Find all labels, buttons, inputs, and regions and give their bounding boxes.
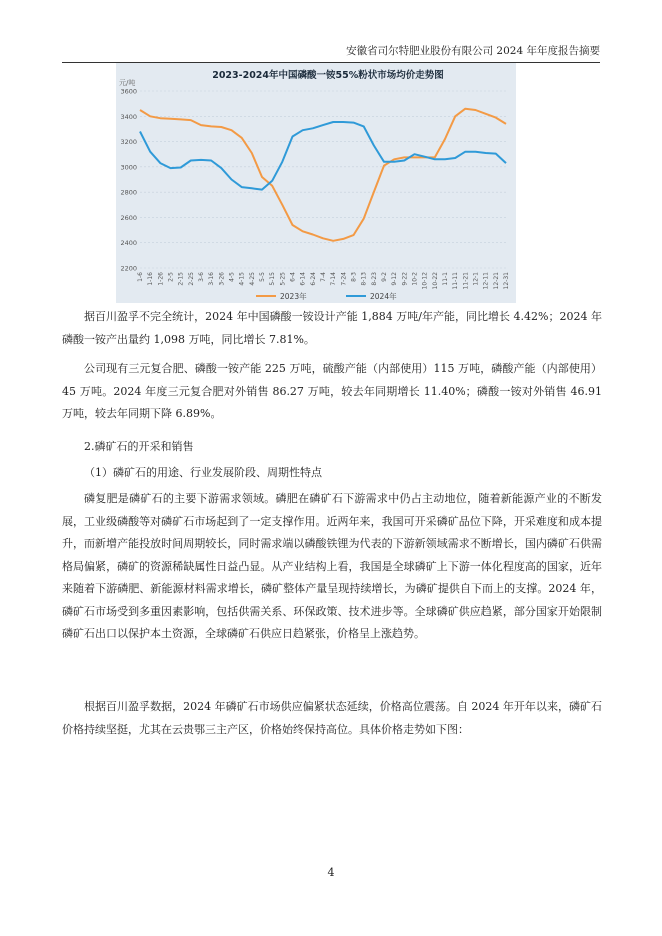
x-tick-label: 8-23 (370, 272, 378, 286)
x-tick-labels (137, 272, 510, 290)
series-line-1 (140, 122, 506, 190)
x-tick-label: 1-6 (137, 272, 144, 282)
x-tick-label: 4-5 (228, 272, 236, 282)
y-tick-label: 2400 (120, 239, 137, 248)
x-tick-label: 3-16 (208, 272, 216, 286)
x-tick-label: 9-2 (381, 272, 388, 282)
x-tick-label: 8-3 (350, 272, 358, 282)
x-tick-label: 10-2 (411, 272, 419, 286)
section-heading: 2.磷矿石的开采和销售 (84, 440, 194, 453)
y-tick-label: 3600 (120, 87, 137, 96)
y-tick-label: 2200 (120, 264, 137, 273)
x-tick-label: 4-25 (248, 272, 256, 286)
x-tick-label: 2-15 (177, 272, 185, 286)
y-axis-unit-label: 元/吨 (119, 79, 136, 87)
x-tick-label: 9-22 (401, 272, 409, 286)
x-tick-label: 7-4 (320, 272, 327, 282)
price-trend-chart (116, 63, 516, 303)
x-tick-label: 4-15 (238, 272, 246, 286)
y-tick-label: 3000 (120, 163, 137, 172)
paragraph-company-capacity: 公司现有三元复合肥、磷酸一铵产能 225 万吨，硫酸产能（内部使用）115 万吨，磷酸产能（内部使用）45 万吨。2024 年度三元复合肥对外销售 86.27 万吨，较去年同期增长 11.40%；磷酸一铵对外销售 46.91 万吨，较去年同期下降 6.89%。 (62, 362, 602, 420)
chart-legend (256, 291, 397, 301)
paragraph-price-trend: 根据百川盈孚数据，2024 年磷矿石市场供应偏紧状态延续，价格高位震荡。自 2024 年开年以来，磷矿石价格持续坚挺，尤其在云贵鄂三主产区，价格始终保持高位。具体价格走势如下图： (62, 700, 602, 736)
legend-2024-label: 2024年 (370, 292, 397, 301)
x-tick-label: 1-26 (157, 272, 165, 286)
x-tick-label: 5-15 (269, 272, 277, 286)
page-number: 4 (327, 866, 335, 879)
series-lines (140, 109, 506, 241)
subsection-heading: （1）磷矿石的用途、行业发展阶段、周期性特点 (84, 466, 322, 479)
legend-2023-label: 2023年 (280, 292, 307, 301)
page-header (62, 44, 600, 63)
x-tick-label: 5-5 (259, 272, 266, 282)
series-line-0 (140, 109, 506, 241)
x-tick-label: 11-21 (462, 272, 470, 290)
x-tick-label: 6-4 (289, 272, 297, 282)
x-tick-label: 9-12 (391, 272, 399, 286)
x-tick-label: 11-1 (442, 272, 449, 286)
y-tick-label: 2800 (120, 188, 137, 197)
x-tick-label: 12-31 (503, 272, 510, 290)
x-tick-label: 2-25 (187, 272, 195, 286)
x-tick-label: 7-24 (340, 272, 348, 286)
x-tick-label: 6-14 (299, 272, 307, 286)
x-tick-label: 3-6 (198, 272, 205, 282)
x-tick-label: 8-13 (360, 272, 368, 286)
y-tick-label: 3200 (120, 138, 137, 147)
x-tick-label: 6-24 (309, 272, 317, 286)
x-tick-label: 12-11 (482, 272, 490, 290)
x-tick-label: 7-14 (330, 272, 338, 286)
x-tick-label: 10-12 (421, 272, 429, 290)
chart-svg (116, 63, 516, 303)
header-text: 安徽省司尔特肥业股份有限公司 2024 年年度报告摘要 (346, 45, 600, 57)
x-tick-label: 12-1 (472, 272, 480, 286)
x-tick-label: 12-21 (492, 272, 500, 290)
x-tick-label: 5-25 (279, 272, 287, 286)
x-tick-label: 1-16 (147, 272, 155, 286)
x-tick-label: 3-26 (218, 272, 226, 286)
y-tick-label: 3400 (120, 112, 137, 121)
y-tick-label: 2600 (120, 213, 137, 222)
chart-grid (140, 91, 506, 268)
x-tick-label: 2-5 (167, 272, 175, 282)
paragraph-map-capacity: 据百川盈孚不完全统计，2024 年中国磷酸一铵设计产能 1,884 万吨/年产能，同比增长 4.42%；2024 年磷酸一铵产出量约 1,098 万吨，同比增长 7.81%。 (62, 310, 602, 346)
chart-title: 2023-2024年中国磷酸一铵55%粉状市场均价走势图 (212, 70, 444, 81)
paragraph-phosphate-rock: 磷复肥是磷矿石的主要下游需求领域。磷肥在磷矿石下游需求中仍占主动地位，随着新能源产业的不断发展，工业级磷酸等对磷矿石市场起到了一定支撑作用。近两年来，我国可开采磷矿品位下降，开采难度和成本提升，而新增产能投放时间周期较长，同时需求端以磷酸铁锂为代表的下游新领域需求不断增长，国内磷矿石供需格局偏紧，磷矿的资源稀缺属性日益凸显。从产业结构上看，我国是全球磷矿上下游一体化程度高的国家，近年来随着下游磷肥、新能源材料需求增长，磷矿整体产量呈现持续增长，为磷矿提供自下而上的支撑。2024 年，磷矿石市场受到多重因素影响，包括供需关系、环保政策、技术进步等。全球磷矿供应趋紧，部分国家开始限制磷矿石出口以保护本土资源，全球磷矿石供应日趋紧张，价格呈上涨趋势。 (62, 492, 602, 640)
x-tick-label: 10-22 (431, 272, 439, 290)
y-tick-labels (120, 88, 137, 273)
x-tick-label: 11-11 (452, 272, 460, 290)
